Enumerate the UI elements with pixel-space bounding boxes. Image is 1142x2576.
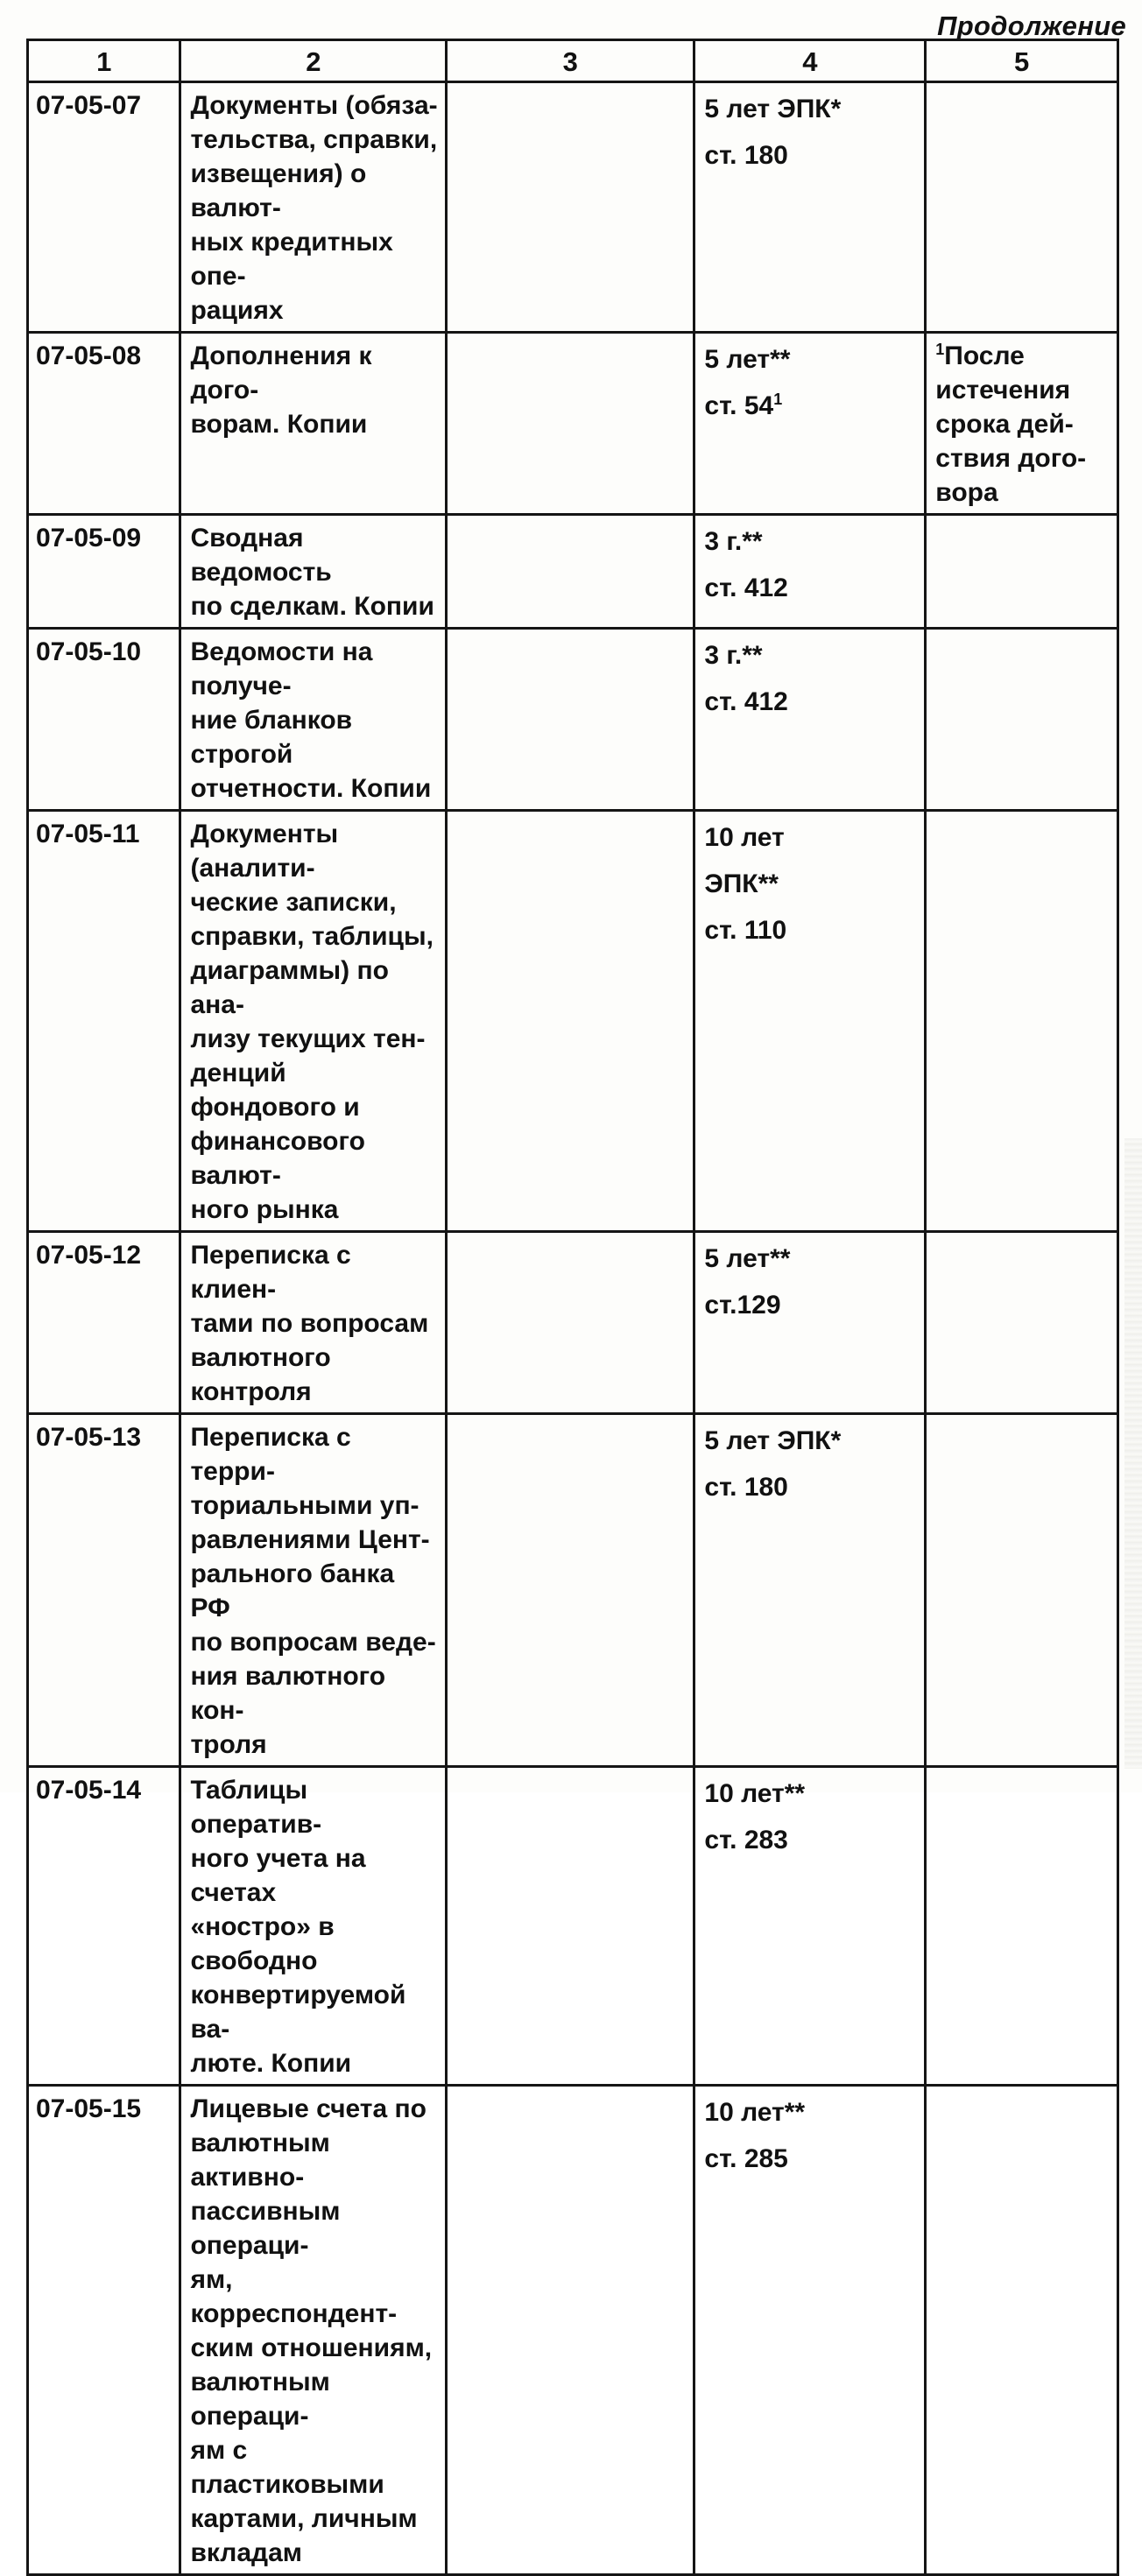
record-title-line: ям с пластиковыми — [190, 2436, 384, 2499]
record-col3 — [447, 1767, 694, 2086]
record-notes — [926, 333, 1118, 515]
column-header-1: 1 — [28, 40, 180, 82]
record-title — [180, 1414, 447, 1767]
record-title-line: конвертируемой ва- — [190, 1981, 406, 2044]
record-title — [180, 1767, 447, 2086]
record-col3 — [447, 515, 694, 629]
record-retention — [694, 515, 926, 629]
retention-text: 3 г.** — [704, 527, 763, 556]
record-retention — [694, 1232, 926, 1414]
record-col3 — [447, 629, 694, 811]
record-index: 07-05-10 — [28, 629, 180, 811]
record-title-line: пассивным операци- — [190, 2197, 341, 2260]
record-index: 07-05-09 — [28, 515, 180, 629]
record-col3 — [447, 333, 694, 515]
record-title-line: ния валютного кон- — [190, 1662, 386, 1725]
retention-line — [704, 1470, 917, 1504]
note-line — [935, 339, 1110, 373]
record-index: 07-05-11 — [28, 811, 180, 1232]
record-title — [180, 811, 447, 1232]
column-header-4: 4 — [694, 40, 926, 82]
table-row — [28, 1232, 1118, 1414]
note-line — [935, 373, 1110, 407]
table-row — [28, 811, 1118, 1232]
record-title-line: денций фондового и — [190, 1059, 360, 1122]
record-notes — [926, 2086, 1118, 2575]
record-col3 — [447, 1232, 694, 1414]
table-row — [28, 82, 1118, 333]
record-title — [180, 333, 447, 515]
retention-line — [704, 1242, 917, 1276]
retention-line — [704, 820, 917, 855]
table-row — [28, 629, 1118, 811]
retention-line — [704, 685, 917, 719]
continuation-label: Продолжение — [937, 11, 1126, 41]
record-title — [180, 1232, 447, 1414]
retention-line — [704, 342, 917, 377]
record-title — [180, 629, 447, 811]
record-notes — [926, 811, 1118, 1232]
table-row — [28, 2086, 1118, 2575]
record-col3 — [447, 811, 694, 1232]
record-title-line: Ведомости на получе- — [190, 637, 373, 700]
record-title-line: ного учета на счетах — [190, 1844, 366, 1907]
table-row — [28, 515, 1118, 629]
retention-line — [704, 1777, 917, 1811]
retention-text: ЭПК** — [704, 869, 779, 898]
record-notes — [926, 629, 1118, 811]
record-retention — [694, 1767, 926, 2086]
retention-line — [704, 1288, 917, 1322]
record-retention — [694, 629, 926, 811]
scan-edge-artifact — [1124, 1138, 1142, 1769]
record-index: 07-05-14 — [28, 1767, 180, 2086]
record-title-line: равлениями Цент- — [190, 1525, 430, 1554]
retention-text: ст.129 — [704, 1291, 781, 1320]
record-retention — [694, 1414, 926, 1767]
record-title-line: лизу текущих тен- — [190, 1024, 426, 1053]
record-title-line: по сделкам. Копии — [190, 592, 434, 621]
record-title-line: Документы (обяза- — [190, 91, 438, 120]
record-title-line: Таблицы оператив- — [190, 1776, 322, 1839]
retention-line — [704, 1424, 917, 1458]
retention-text: ст. 54 — [704, 391, 774, 420]
table-body — [28, 82, 1118, 2575]
record-title-line: ториальными уп- — [190, 1491, 419, 1520]
retention-footnote-mark: 1 — [773, 391, 783, 408]
retention-line — [704, 389, 917, 423]
record-col3 — [447, 82, 694, 333]
record-title-line: справки, таблицы, — [190, 922, 434, 951]
retention-text: 10 лет — [704, 823, 785, 852]
record-title-line: ским отношениям, — [190, 2333, 433, 2362]
note-line — [935, 441, 1110, 475]
record-title-line: Дополнения к дого- — [190, 341, 372, 405]
record-index: 07-05-13 — [28, 1414, 180, 1767]
record-title-line: финансового валют- — [190, 1127, 365, 1190]
retention-line — [704, 2095, 917, 2129]
retention-text: 5 лет ЭПК* — [704, 1426, 842, 1455]
retention-text: ст. 285 — [704, 2144, 788, 2173]
record-title-line: валютного контроля — [190, 1343, 331, 1406]
record-title-line: рального банка РФ — [190, 1559, 395, 1622]
record-title-line: по вопросам веде- — [190, 1628, 436, 1657]
record-title-line: вкладам — [190, 2538, 302, 2567]
retention-text: ст. 110 — [704, 916, 787, 945]
record-title-line: диаграммы) по ана- — [190, 956, 389, 1019]
retention-text: 10 лет** — [704, 2098, 806, 2127]
note-text: срока дей- — [935, 410, 1074, 439]
record-col3 — [447, 1414, 694, 1767]
retention-text: 10 лет** — [704, 1779, 806, 1808]
table-row — [28, 1414, 1118, 1767]
header-row — [28, 40, 1118, 82]
record-title-line: отчетности. Копии — [190, 774, 432, 803]
record-title-line: Переписка с терри- — [190, 1423, 351, 1486]
retention-line — [704, 92, 917, 126]
record-notes — [926, 1414, 1118, 1767]
record-title-line: Сводная ведомость — [190, 524, 332, 587]
note-text: вора — [935, 478, 998, 507]
column-header-3: 3 — [447, 40, 694, 82]
record-title-line: «ностро» в свободно — [190, 1912, 335, 1975]
retention-text: ст. 283 — [704, 1826, 788, 1855]
record-title-line: Документы (аналити- — [190, 820, 339, 883]
record-retention — [694, 82, 926, 333]
table-header — [28, 40, 1118, 82]
column-header-5: 5 — [926, 40, 1118, 82]
record-title-line: Лицевые счета по — [190, 2094, 426, 2123]
retention-line — [704, 2142, 917, 2176]
record-title-line: ям, корреспондент- — [190, 2265, 398, 2328]
record-title-line: ческие записки, — [190, 888, 397, 917]
note-footnote-mark: 1 — [935, 341, 945, 358]
record-col3 — [447, 2086, 694, 2575]
note-text: ствия дого- — [935, 444, 1087, 473]
table-row — [28, 1767, 1118, 2086]
note-line — [935, 407, 1110, 441]
record-title-line: картами, личным — [190, 2504, 418, 2533]
note-line — [935, 475, 1110, 510]
record-title-line: валютным активно- — [190, 2129, 330, 2192]
retention-text: 3 г.** — [704, 641, 763, 670]
retention-line — [704, 1823, 917, 1857]
retention-text: 5 лет** — [704, 345, 791, 374]
retention-text: ст. 412 — [704, 687, 788, 716]
record-notes — [926, 82, 1118, 333]
retention-line — [704, 138, 917, 172]
record-title-line: Переписка с клиен- — [190, 1241, 351, 1304]
column-header-2: 2 — [180, 40, 447, 82]
record-title-line: тельства, справки, — [190, 125, 438, 154]
record-title-line: ворам. Копии — [190, 410, 368, 439]
record-title-line: валютным операци- — [190, 2368, 330, 2431]
record-title-line: ние бланков строгой — [190, 706, 353, 769]
record-title-line: рациях — [190, 296, 284, 325]
record-retention — [694, 333, 926, 515]
record-notes — [926, 1232, 1118, 1414]
table-row — [28, 333, 1118, 515]
record-notes — [926, 1767, 1118, 2086]
record-retention — [694, 811, 926, 1232]
retention-text: ст. 180 — [704, 141, 788, 170]
retention-line — [704, 867, 917, 901]
record-index: 07-05-08 — [28, 333, 180, 515]
retention-line — [704, 913, 917, 947]
retention-text: ст. 180 — [704, 1473, 788, 1502]
record-index: 07-05-12 — [28, 1232, 180, 1414]
record-title — [180, 515, 447, 629]
record-title — [180, 2086, 447, 2575]
record-title-line: извещения) о валют- — [190, 159, 367, 222]
retention-text: ст. 412 — [704, 574, 788, 602]
retention-text: 5 лет ЭПК* — [704, 95, 842, 123]
record-retention — [694, 2086, 926, 2575]
record-title-line: ного рынка — [190, 1195, 339, 1224]
retention-line — [704, 524, 917, 559]
records-table — [26, 39, 1119, 2576]
record-index: 07-05-07 — [28, 82, 180, 333]
record-title-line: люте. Копии — [190, 2049, 352, 2078]
record-title — [180, 82, 447, 333]
note-text: истечения — [935, 376, 1071, 405]
record-index: 07-05-15 — [28, 2086, 180, 2575]
note-text: После — [944, 341, 1025, 370]
record-title-line: ных кредитных опе- — [190, 228, 393, 291]
record-title-line: троля — [190, 1730, 267, 1759]
record-notes — [926, 515, 1118, 629]
retention-line — [704, 638, 917, 672]
record-title-line: тами по вопросам — [190, 1309, 429, 1338]
retention-line — [704, 571, 917, 605]
retention-text: 5 лет** — [704, 1244, 791, 1273]
